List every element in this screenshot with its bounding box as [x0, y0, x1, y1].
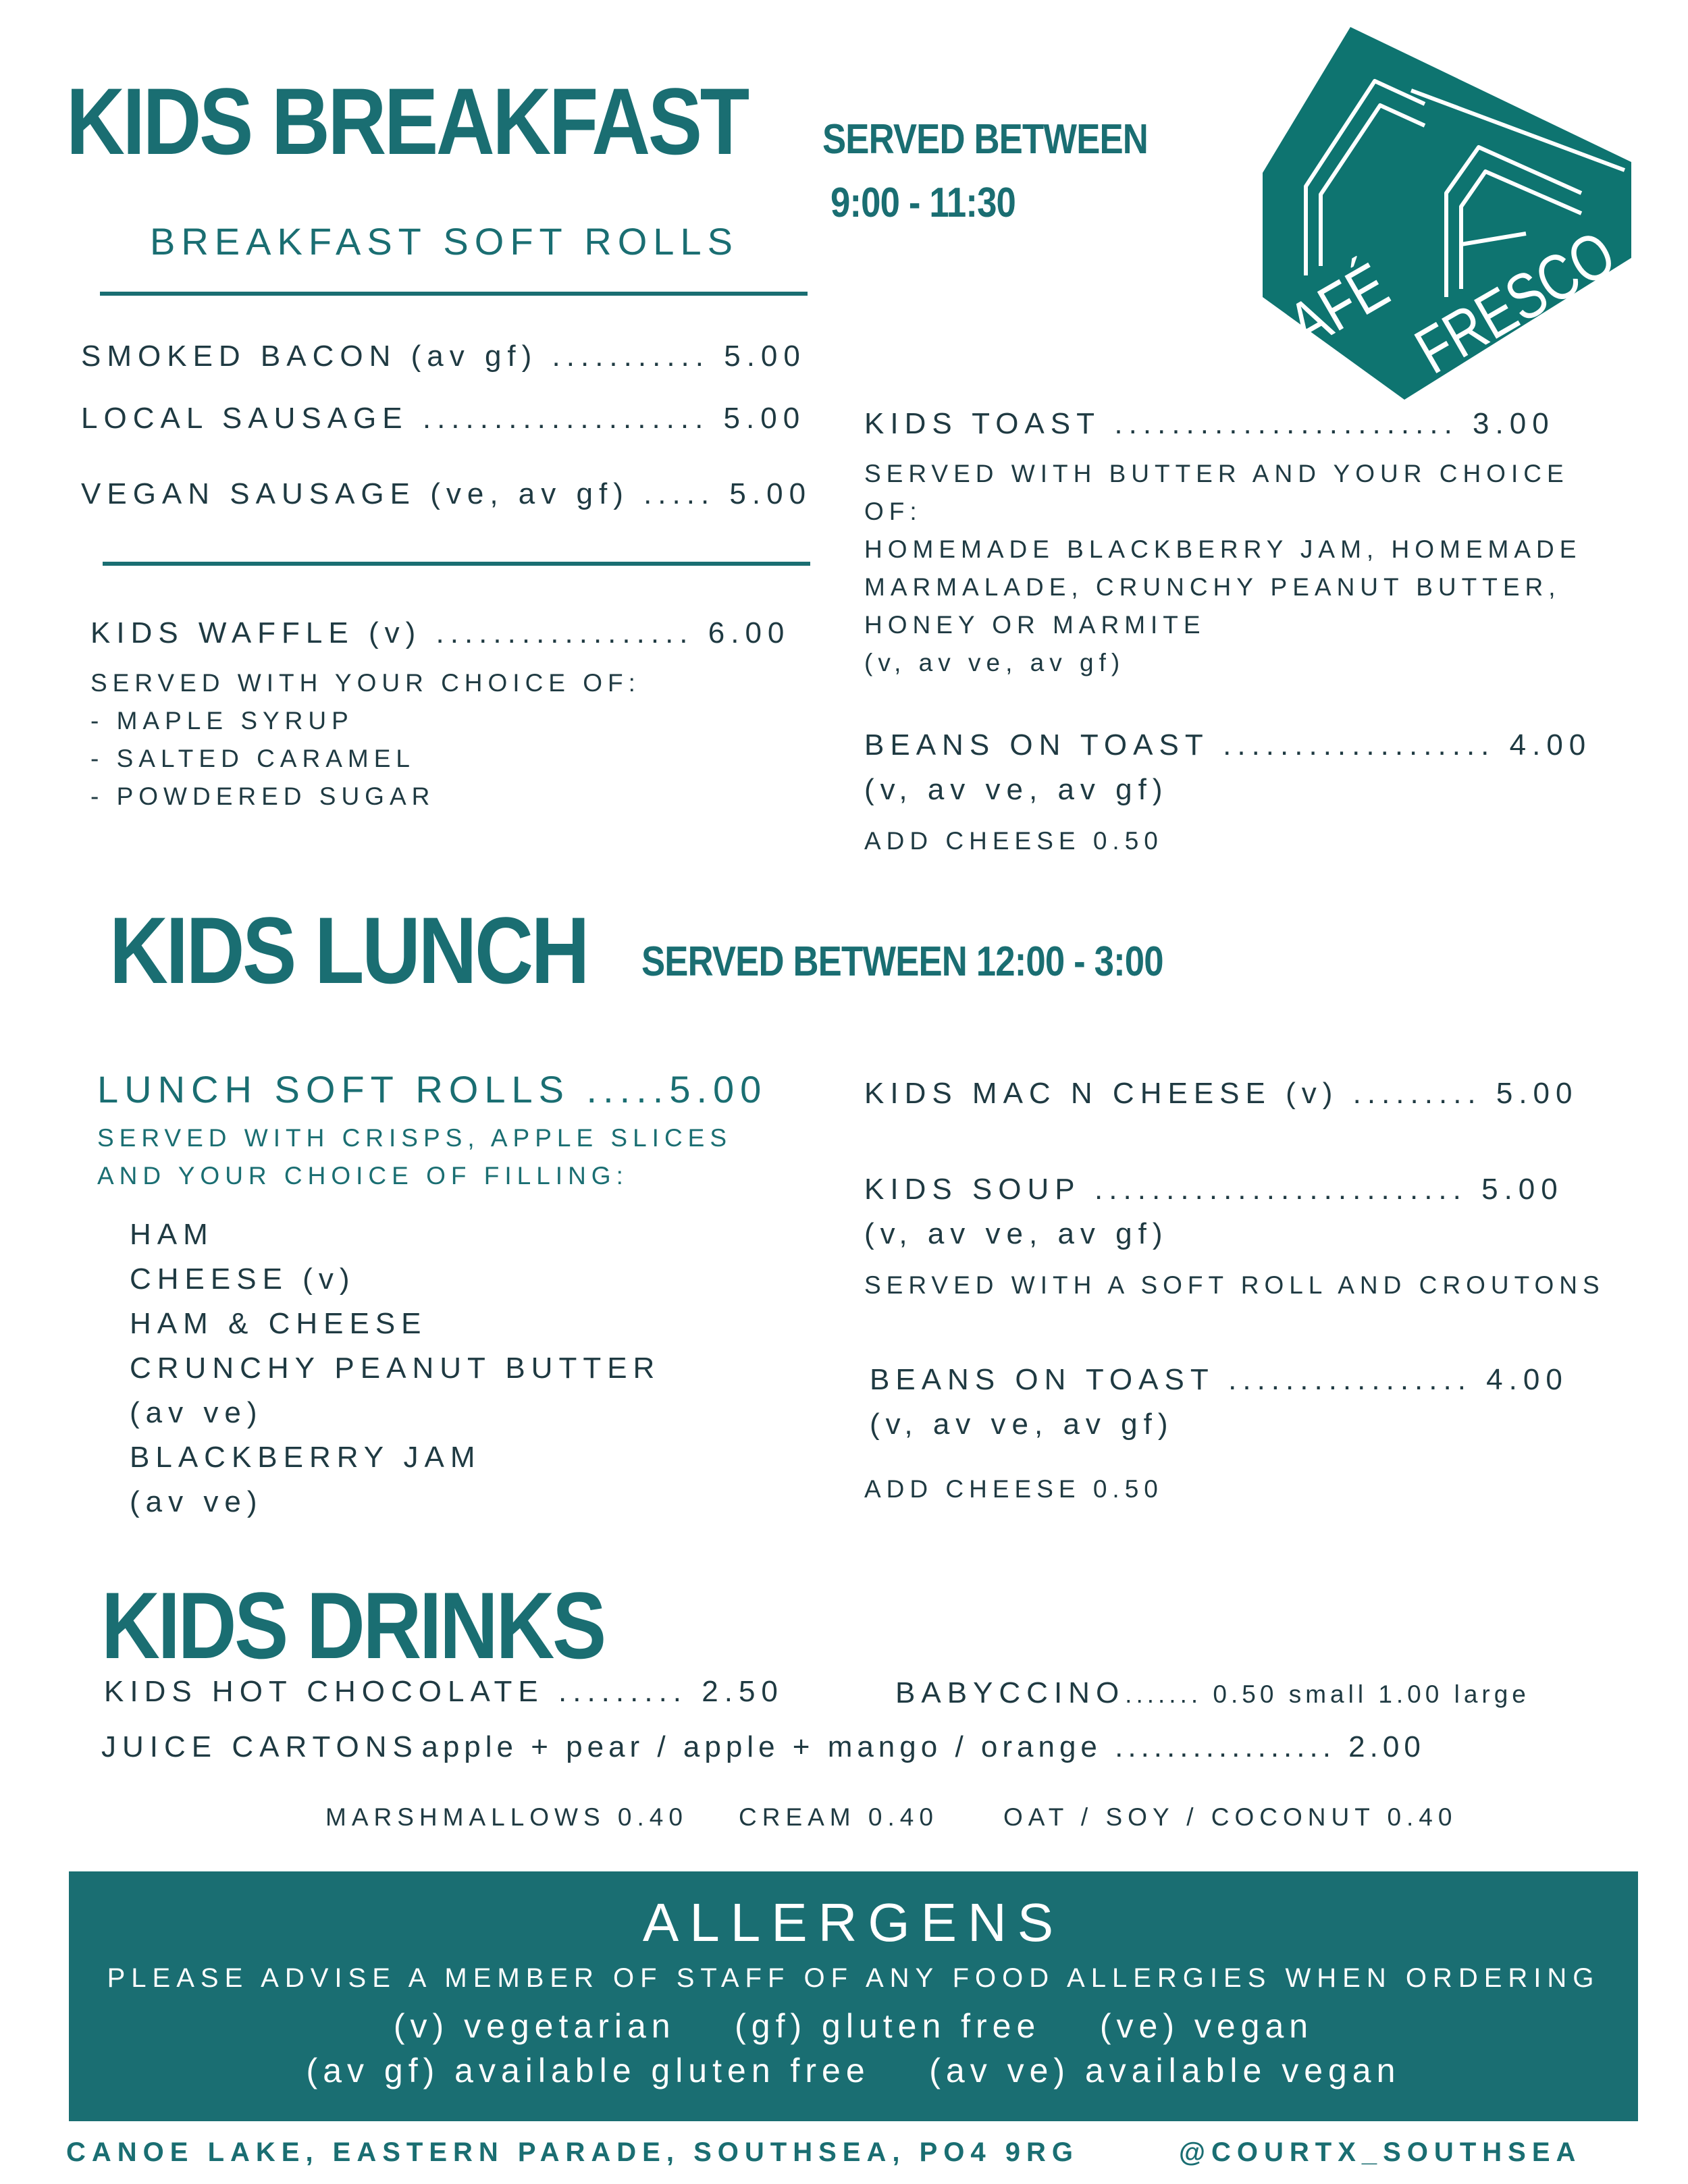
logo-text-cafe: CAFÉ	[1256, 248, 1400, 381]
lunch-beans-add-cheese: ADD CHEESE 0.50	[864, 1475, 1163, 1503]
menu-item-beans-on-toast: BEANS ON TOAST ................... 4.00	[864, 728, 1592, 762]
extra-cream: CREAM 0.40	[739, 1803, 939, 1831]
menu-item-smoked-bacon: SMOKED BACON (av gf) ........... 5.00	[81, 340, 806, 373]
menu-item-kids-toast: KIDS TOAST ........................ 3.00	[864, 407, 1555, 440]
toast-desc-line: HONEY OR MARMITE	[864, 611, 1206, 639]
footer-social-handle[interactable]: @COURTX_SOUTHSEA	[1179, 2137, 1582, 2167]
menu-item-hot-chocolate: KIDS HOT CHOCOLATE ......... 2.50	[104, 1675, 784, 1708]
allergens-key-line-1: (v) vegetarian (gf) gluten free (ve) vegan	[393, 2007, 1314, 2045]
lunch-rolls-description	[97, 1119, 732, 1195]
beans-add-cheese: ADD CHEESE 0.50	[864, 827, 1163, 855]
breakfast-rolls-heading: BREAKFAST SOFT ROLLS	[150, 220, 739, 263]
menu-item-vegan-sausage: VEGAN SAUSAGE (ve, av gf) ..... 5.00	[81, 477, 812, 510]
allergens-panel	[69, 1871, 1638, 2121]
lunch-rolls-desc-line: AND YOUR CHOICE OF FILLING:	[97, 1162, 629, 1190]
filling-item: (av ve)	[130, 1396, 263, 1429]
logo-text-fresco: FRESCO	[1403, 217, 1627, 388]
toast-description	[864, 455, 1581, 682]
juice-name: JUICE CARTONS	[101, 1730, 419, 1763]
lunch-soft-rolls: LUNCH SOFT ROLLS .....5.00	[97, 1068, 768, 1111]
lunch-served: SERVED BETWEEN 12:00 - 3:00	[641, 938, 1163, 985]
drinks-title: KIDS DRINKS	[101, 1572, 604, 1678]
waffle-option: - POWDERED SUGAR	[90, 782, 436, 810]
allergens-notice: PLEASE ADVISE A MEMBER OF STAFF OF ANY FOOD ALLERGIES WHEN ORDERING	[107, 1963, 1600, 1993]
toast-desc-line: OF:	[864, 498, 922, 525]
toast-desc-line: HOMEMADE BLACKBERRY JAM, HOMEMADE	[864, 535, 1582, 563]
menu-item-babyccino	[895, 1676, 1530, 1713]
filling-item: CRUNCHY PEANUT BUTTER	[130, 1352, 661, 1385]
breakfast-served-time: 9:00 - 11:30	[830, 180, 1016, 226]
beans-diet: (v, av ve, av gf)	[864, 773, 1169, 806]
divider	[100, 292, 808, 296]
breakfast-title: KIDS BREAKFAST	[66, 68, 747, 174]
filling-item: HAM & CHEESE	[130, 1307, 427, 1340]
lunch-rolls-desc-line: SERVED WITH CRISPS, APPLE SLICES	[97, 1124, 733, 1152]
filling-item: CHEESE (v)	[130, 1262, 356, 1296]
toast-desc-line: MARMALADE, CRUNCHY PEANUT BUTTER,	[864, 573, 1561, 601]
extra-milk-alternatives: OAT / SOY / COCONUT 0.40	[1003, 1803, 1458, 1831]
allergens-title: ALLERGENS	[642, 1892, 1065, 1952]
lunch-beans-diet: (v, av ve, av gf)	[870, 1408, 1174, 1441]
breakfast-served-label: SERVED BETWEEN	[822, 116, 1149, 163]
babyccino-name: BABYCCINO	[895, 1676, 1126, 1709]
soup-description: SERVED WITH A SOFT ROLL AND CROUTONS	[864, 1271, 1605, 1299]
logo-graphic	[1256, 24, 1634, 402]
filling-item: BLACKBERRY JAM	[130, 1441, 481, 1474]
menu-item-kids-waffle: KIDS WAFFLE (v) .................. 6.00	[90, 616, 791, 649]
filling-item: HAM	[130, 1218, 214, 1251]
waffle-option: - MAPLE SYRUP	[90, 707, 354, 735]
waffle-option: - SALTED CARAMEL	[90, 745, 415, 772]
waffle-desc-text: SERVED WITH YOUR CHOICE OF:	[90, 669, 641, 697]
menu-item-lunch-beans-on-toast: BEANS ON TOAST ................. 4.00	[870, 1363, 1568, 1396]
juice-options: apple + pear / apple + mango / orange ................. 2.00	[421, 1730, 1425, 1763]
extra-marshmallows: MARSHMALLOWS 0.40	[325, 1803, 688, 1831]
menu-item-local-sausage: LOCAL SAUSAGE .................... 5.00	[81, 402, 806, 435]
toast-desc-line: (v, av ve, av gf)	[864, 649, 1126, 676]
cafe-fresco-logo	[1256, 24, 1634, 402]
waffle-description	[90, 664, 641, 816]
allergens-key-line-2: (av gf) available gluten free (av ve) available vegan	[306, 2052, 1401, 2089]
lunch-title: KIDS LUNCH	[109, 897, 588, 1003]
menu-item-juice-cartons	[101, 1732, 1425, 1762]
footer-address: CANOE LAKE, EASTERN PARADE, SOUTHSEA, PO4 9RG	[66, 2137, 1079, 2167]
soup-diet: (v, av ve, av gf)	[864, 1217, 1169, 1250]
menu-item-kids-soup: KIDS SOUP .......................... 5.00	[864, 1173, 1564, 1206]
menu-item-mac-n-cheese: KIDS MAC N CHEESE (v) ......... 5.00	[864, 1077, 1579, 1110]
babyccino-price: ....... 0.50 small 1.00 large	[1125, 1680, 1530, 1708]
divider	[103, 562, 810, 566]
filling-list	[130, 1213, 660, 1524]
filling-item: (av ve)	[130, 1485, 263, 1518]
toast-desc-line: SERVED WITH BUTTER AND YOUR CHOICE	[864, 460, 1569, 487]
